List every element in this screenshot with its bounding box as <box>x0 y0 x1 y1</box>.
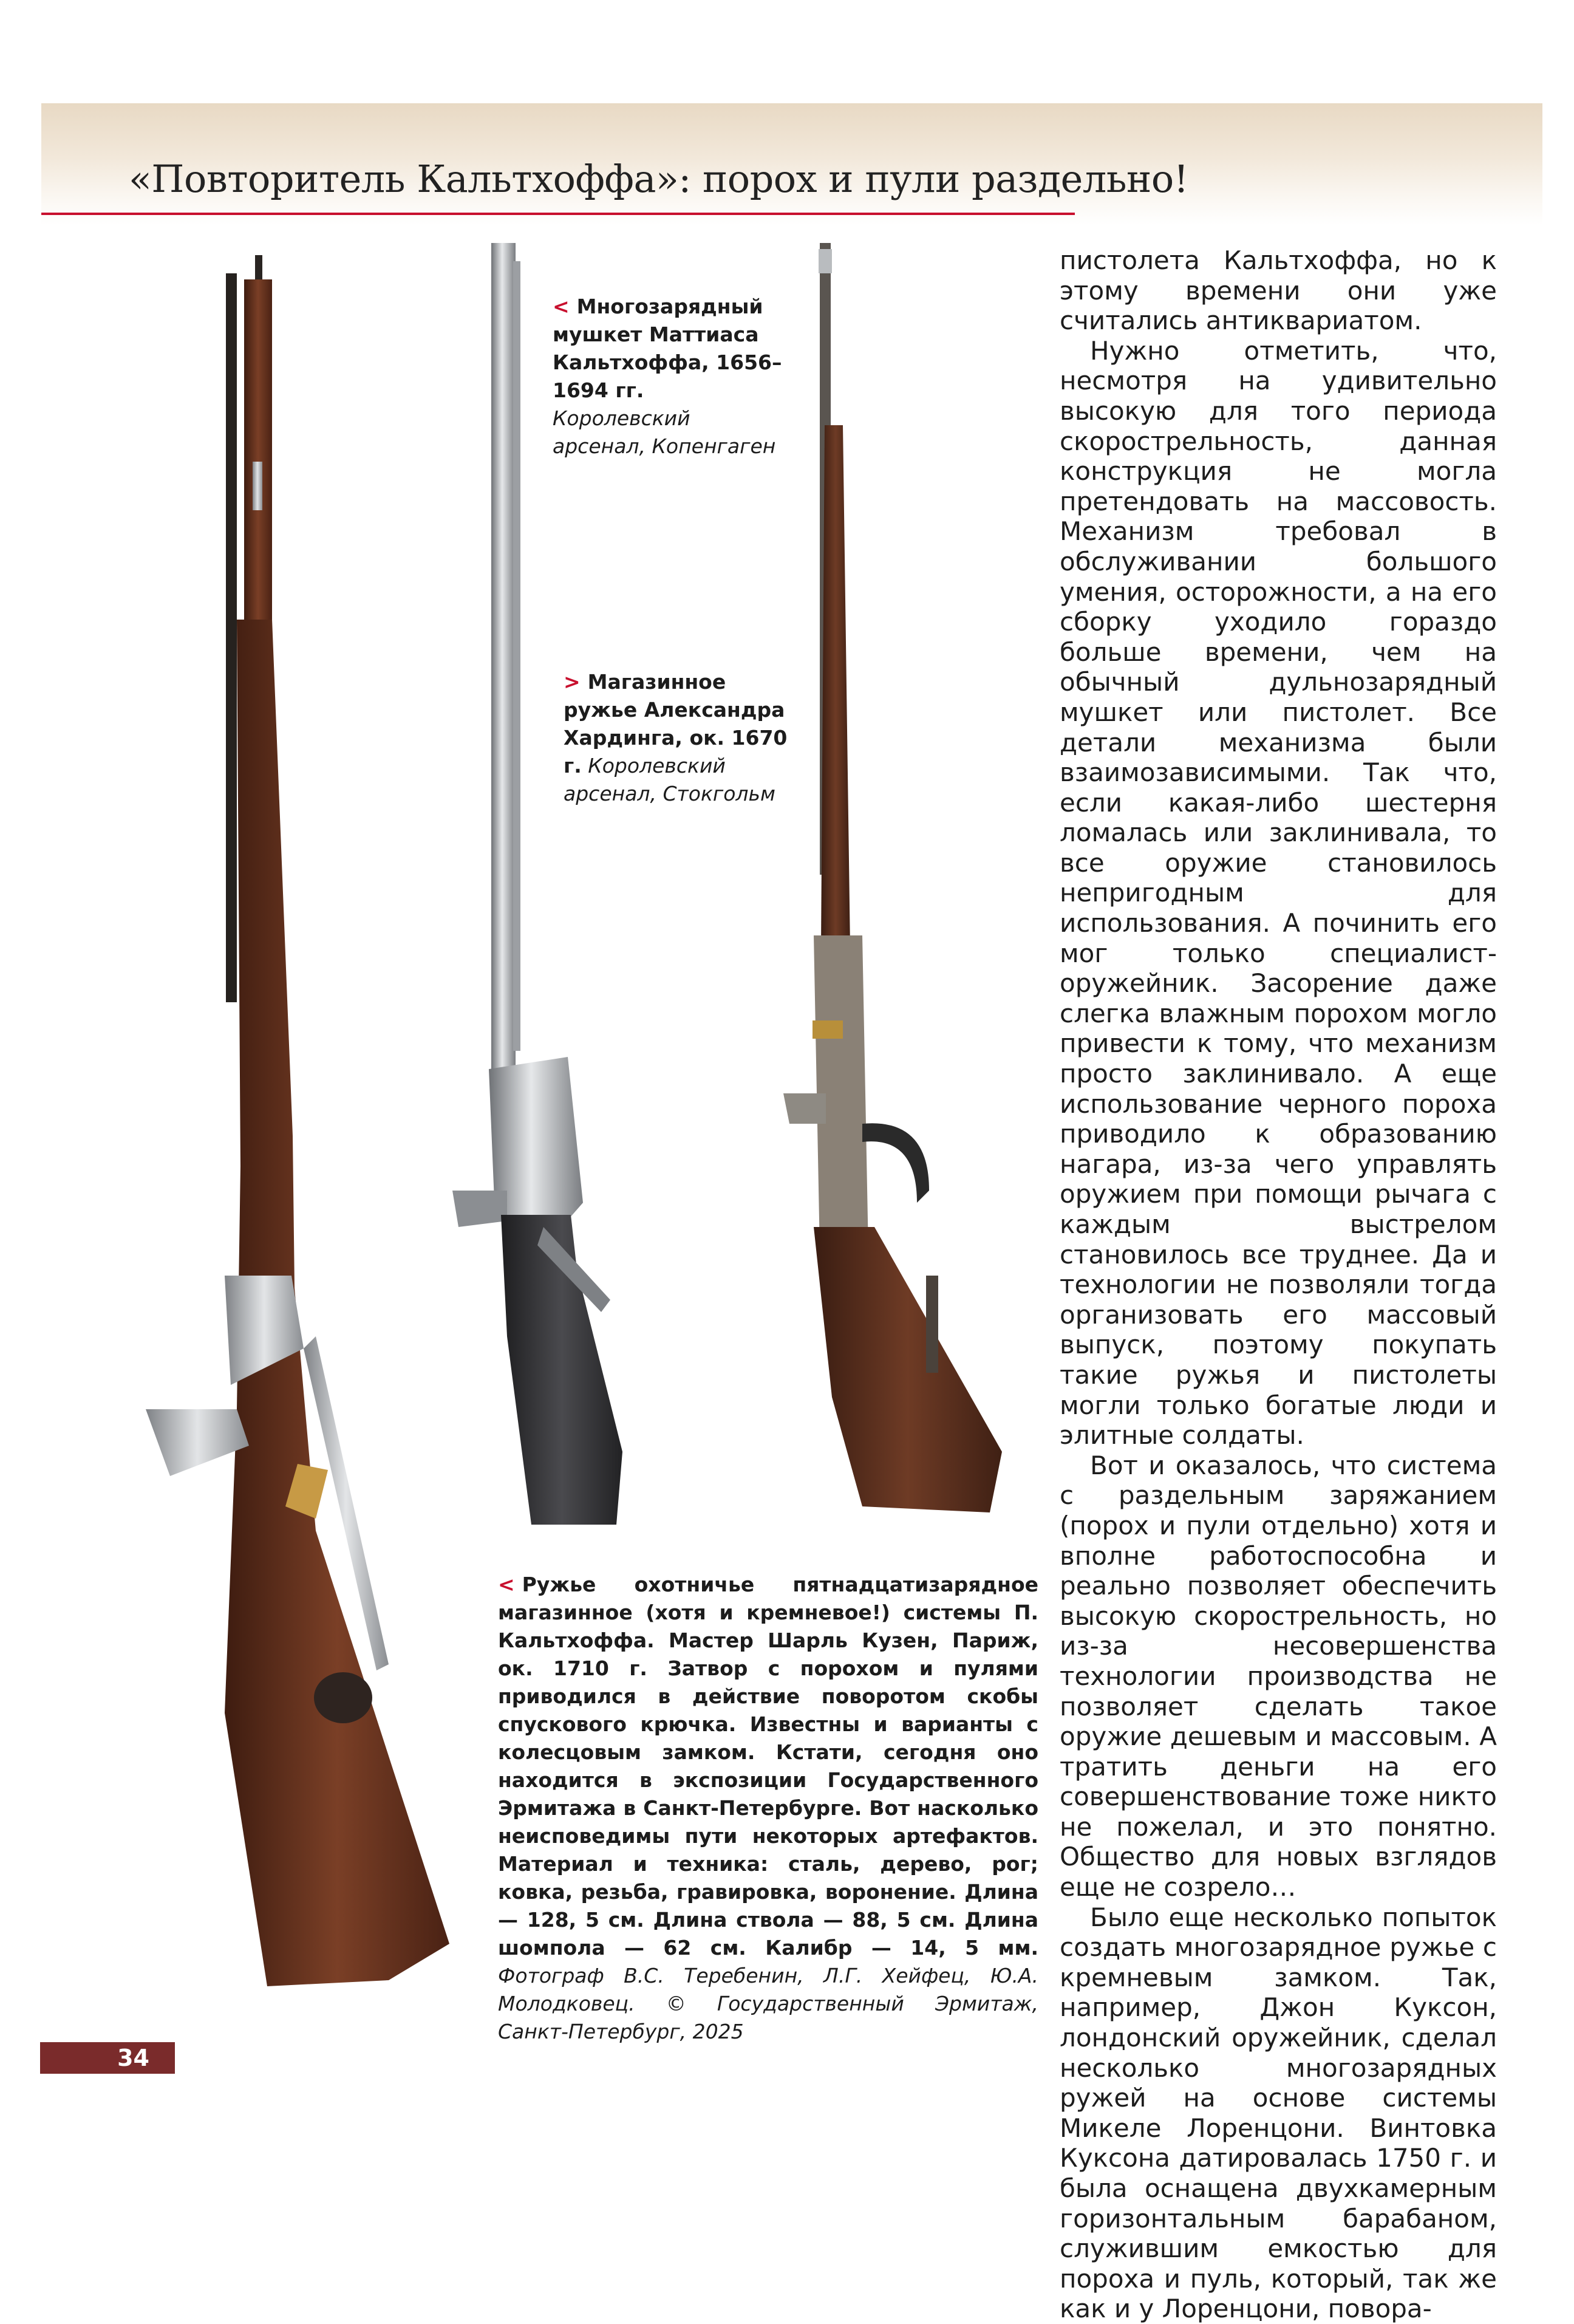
body-text <box>1060 245 1497 2324</box>
page-number: 34 <box>117 2045 149 2071</box>
right-arrow-icon: > <box>564 670 581 694</box>
magazine-rifle-icon <box>771 243 1020 1525</box>
page-title: «Повторитель Кальтхоффа»: порох и пули раздельно! <box>129 157 1189 201</box>
left-arrow-icon: < <box>498 1573 515 1596</box>
caption-cousin-rifle: < Ружье охотничье пятнадцатизарядное магазинное (хотя и кремневое!) системы П. Кальтхоффа. Мастер Шарль Кузен, Париж, ок. 1710 г. Затвор с порохом и пулями приводился в действие поворотом скобы спускового крючка. Известны и варианты с колесцовым замком. Кстати, сегодня оно находится в экспозиции Государственного Эрмитажа в Санкт-Петербурге. Вот насколько неисповедимы пути некоторых артефактов. Материал и техника: сталь, дерево, рог; ковка, резьба, гравировка, воронение. Длина — 128, 5 см. Длина ствола — 88, 5 см. Длина шомпола — 62 см. Калибр — 14, 5 мм. Фотограф В.С. Теребенин, Л.Г. Хейфец, Ю.А. Молодковец. © Государственный Эрмитаж, Санкт-Петербург, 2025 <box>498 1571 1038 2046</box>
page-number-tab <box>40 2042 175 2074</box>
caption-kalthoff-musket: < Многозарядный мушкет Маттиаса Кальтхоффа, 1656–1694 гг. Королевский арсенал, Копенгаген <box>553 293 783 460</box>
title-rule <box>41 213 1075 215</box>
paragraph: Было еще несколько попыток создать многозарядное ружье с кремневым замком. Так, например, Джон Куксон, лондонский оружейник, сделал несколько многозарядных ружей на основе системы Микеле Лоренцони. Винтовка Куксона датировалась 1750 г. и была оснащена двухкамерным горизонтальным барабаном, служившим емкостью для пороха и пуль, который, так же как и у Лоренцони, повора- <box>1060 1902 1497 2324</box>
paragraph: Вот и оказалось, что система с раздельным заряжанием (порох и пули отдельно) хотя и вполне работоспособна и реально позволяет обеспечить высокую скорострельность, но из-за несовершенства технологии производства не позволяет сделать такое оружие дешевым и массовым. А тратить деньги на его совершенствование тоже никто не пожелал, и это понятно. Общество для новых взглядов еще не созрело… <box>1060 1450 1497 1902</box>
paragraph: пистолета Кальтхоффа, но к этому времени они уже считались антиквариатом. <box>1060 245 1497 336</box>
flintlock-rifle-icon <box>134 255 474 2004</box>
paragraph: Нужно отметить, что, несмотря на удивительно высокую для того периода скорострельность, данная конструкция не могла претендовать на массовость. Механизм требовал в обслуживании большого умения, осторожности, а на его сборку уходило гораздо больше времени, чем на обычный дульнозарядный мушкет или пистолет. Все детали механизма были взаимозависимыми. Так что, если какая-либо шестерня ломалась или заклинивала, то все оружие становилось непригодным для использования. А починить его мог только специалист-оружейник. Засорение даже слегка влажным порохом могло привести к тому, что механизм просто заклинивало. А еще использование черного пороха приводило к образованию нагара, из-за чего управлять оружием при помощи рычага с каждым выстрелом становилось все труднее. Да и технологии не позволяли тогда организовать его массовый выпуск, поэтому покупать такие ружья и пистолеты могли только богатые люди и элитные солдаты. <box>1060 335 1497 1451</box>
caption-harding-rifle: > Магазинное ружье Александра Хардинга, ок. 1670 г. Королевский арсенал, Стокгольм <box>564 668 800 808</box>
left-arrow-icon: < <box>553 295 570 318</box>
